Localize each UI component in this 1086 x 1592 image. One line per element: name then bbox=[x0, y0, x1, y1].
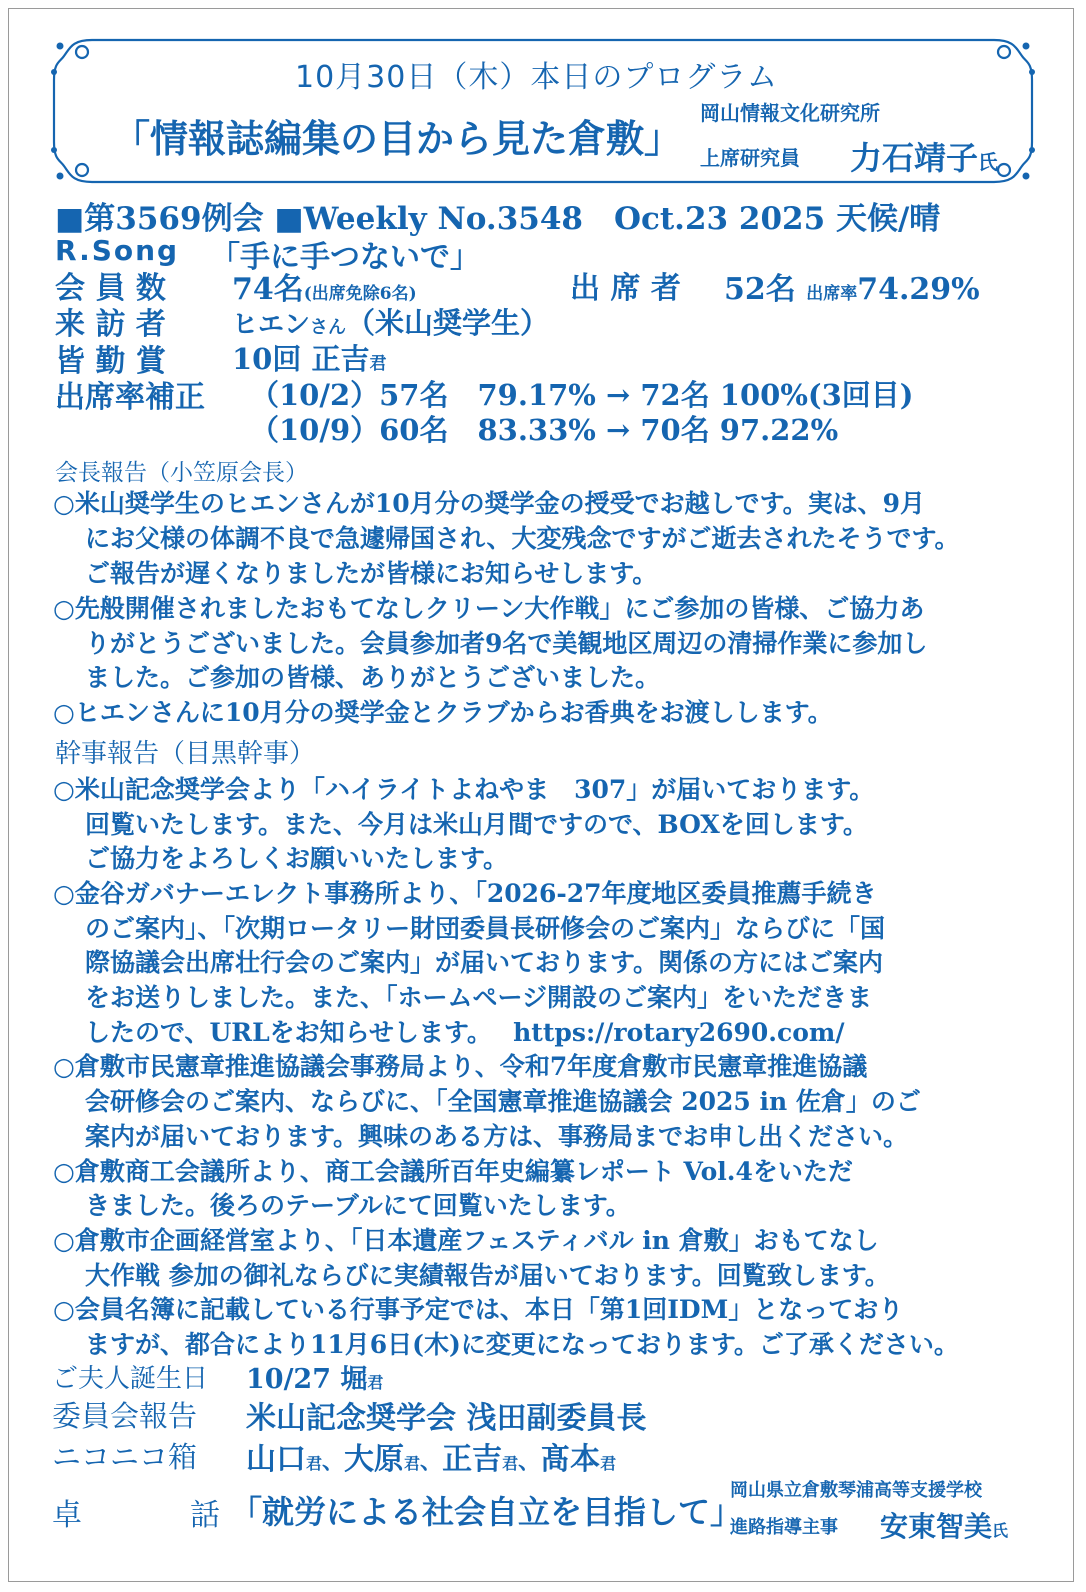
attendance-count: 52名 bbox=[724, 272, 796, 307]
song-label: R.Song bbox=[55, 234, 180, 267]
correction-line-2: （10/9）60名 83.33% → 70名 97.22% bbox=[250, 413, 839, 447]
president-line: ○ヒエンさんに10月分の奨学金とクラブからお香典をお渡しします。 bbox=[53, 698, 833, 727]
secretary-line: ○会員名簿に記載している行事予定では、本日「第1回IDM」となっており bbox=[53, 1295, 904, 1324]
secretary-line: ○倉敷市企画経営室より、「日本遺産フェスティバル in 倉敷」おもてなし bbox=[53, 1226, 879, 1255]
speaker-honorific: 氏 bbox=[978, 150, 998, 174]
niconico-names bbox=[246, 1434, 616, 1478]
niconico-sep: 、 bbox=[322, 1449, 345, 1475]
attendance-label: 出 席 者 bbox=[570, 271, 681, 306]
speaker-position: 上席研究員 bbox=[700, 146, 800, 170]
secretary-line: ○金谷ガバナーエレクト事務所より、「2026-27年度地区委員推薦手続き bbox=[53, 879, 877, 908]
perfect-kun: 君 bbox=[369, 354, 387, 374]
secretary-line: 大作戦 参加の御礼ならびに実績報告が届いております。回覧致します。 bbox=[85, 1261, 890, 1290]
speaker-org: 岡山情報文化研究所 bbox=[700, 101, 880, 125]
niconico-name: 山口 bbox=[246, 1442, 306, 1477]
table-talk-title: 「就労による社会自立を目指して」 bbox=[230, 1493, 743, 1531]
visitor-note: （米山奨学生） bbox=[346, 306, 550, 340]
president-line: ました。ご参加の皆様、ありがとうございました。 bbox=[85, 663, 661, 692]
president-line: りがとうございました。会員参加者9名で美観地区周辺の清掃作業に参加し bbox=[85, 629, 928, 658]
secretary-line: 会研修会のご案内、ならびに、「全国憲章推進協議会 2025 in 佐倉」のご bbox=[85, 1087, 921, 1116]
niconico-sep: 、 bbox=[420, 1449, 443, 1475]
birthday-value bbox=[246, 1357, 383, 1396]
secretary-line: のご案内」、「次期ロータリー財団委員長研修会のご案内」ならびに「国 bbox=[85, 914, 886, 943]
president-line: ○先般開催されましたおもてなしクリーン大作戦」にご参加の皆様、ご協力あ bbox=[53, 594, 925, 623]
niconico-kun: 君 bbox=[600, 1454, 617, 1473]
members-label: 会 員 数 bbox=[55, 271, 166, 306]
niconico-name: 髙本 bbox=[540, 1442, 601, 1477]
meeting-line: ■第3569例会 ■Weekly No.3548 Oct.23 2025 天候/晴 bbox=[55, 201, 941, 237]
niconico-name: 正吉 bbox=[442, 1442, 503, 1477]
members-note: (出席免除6名) bbox=[303, 284, 417, 304]
table-talk-org: 岡山県立倉敷琴浦高等支援学校 bbox=[730, 1480, 982, 1501]
rate-value: 74.29% bbox=[857, 272, 980, 307]
president-line: ご報告が遅くなりましたが皆様にお知らせします。 bbox=[85, 559, 658, 588]
president-line: にお父様の体調不良で急遽帰国され、大変残念ですがご逝去されたそうです。 bbox=[85, 524, 960, 553]
secretary-heading: 幹事報告（目黒幹事） bbox=[55, 739, 316, 769]
niconico-name: 大原 bbox=[344, 1442, 405, 1477]
niconico-kun: 君 bbox=[502, 1454, 519, 1473]
secretary-line: 案内が届いております。興味のある方は、事務局までお申し出ください。 bbox=[85, 1122, 909, 1151]
table-talk-speaker-name: 安東智美 bbox=[880, 1510, 993, 1543]
attendance-value bbox=[724, 264, 980, 308]
secretary-line: ○倉敷商工会議所より、商工会議所百年史編纂レポート Vol.4をいただ bbox=[53, 1157, 853, 1186]
secretary-line: ますが、都合により11月6日(木)に変更になっております。ご了承ください。 bbox=[85, 1330, 959, 1359]
rate-label: 出席率 bbox=[806, 284, 858, 304]
perfect-label: 皆 勤 賞 bbox=[55, 344, 166, 379]
members-count: 74名 bbox=[232, 272, 304, 307]
perfect-text: 10回 正吉 bbox=[232, 342, 370, 376]
committee-value: 米山記念奨学会 浅田副委員長 bbox=[246, 1401, 647, 1436]
secretary-line: きました。後ろのテーブルにて回覧いたします。 bbox=[85, 1191, 631, 1220]
visitors-label: 来 訪 者 bbox=[55, 307, 166, 342]
birthday-label: ご夫人誕生日 bbox=[52, 1364, 209, 1394]
niconico-kun: 君 bbox=[404, 1454, 421, 1473]
song-title: 「手に手つないで」 bbox=[210, 240, 480, 275]
secretary-line: ご協力をよろしくお願いいたします。 bbox=[85, 844, 509, 873]
committee-label: 委員会報告 bbox=[52, 1399, 198, 1433]
speaker-name-text: 力石靖子 bbox=[850, 139, 979, 177]
speaker-name bbox=[850, 133, 998, 179]
secretary-line: ○倉敷市民憲章推進協議会事務局より、令和7年度倉敷市民憲章推進協議 bbox=[53, 1052, 868, 1081]
president-line: ○米山奨学生のヒエンさんが10月分の奨学金の授受でお越しです。実は、9月 bbox=[53, 489, 926, 518]
secretary-line: をお送りしました。また、「ホームページ開設のご案内」をいただきま bbox=[85, 983, 873, 1012]
correction-label: 出席率補正 bbox=[55, 380, 205, 415]
birthday-kun: 君 bbox=[367, 1373, 384, 1392]
niconico-kun: 君 bbox=[306, 1454, 323, 1473]
niconico-sep: 、 bbox=[518, 1449, 541, 1475]
president-heading: 会長報告（小笠原会長） bbox=[55, 460, 308, 486]
table-talk-speaker bbox=[880, 1505, 1008, 1545]
niconico-label: ニコニコ箱 bbox=[52, 1440, 198, 1474]
secretary-line: 際協議会出席壮行会のご案内」が届いております。関係の方にはご案内 bbox=[85, 948, 884, 977]
correction-line-1: （10/2）57名 79.17% → 72名 100%(3回目) bbox=[250, 378, 914, 412]
visitor-san: さん bbox=[310, 317, 347, 338]
table-talk-honorific: 氏 bbox=[992, 1521, 1009, 1540]
perfect-value bbox=[232, 337, 386, 378]
secretary-line: したので、URLをお知らせします。 https://rotary2690.com/ bbox=[85, 1018, 845, 1047]
birthday-text: 10/27 堀 bbox=[246, 1364, 368, 1395]
visitor-name: ヒエン bbox=[232, 310, 311, 340]
secretary-line: 回覧いたします。また、今月は米山月間ですので、BOXを回します。 bbox=[85, 810, 868, 839]
program-date: 10月30日（木）本日のプログラム bbox=[295, 60, 779, 95]
secretary-line: ○米山記念奨学会より「ハイライトよねやま 307」が届いております。 bbox=[53, 775, 875, 804]
table-talk-label-1: 卓 bbox=[52, 1498, 82, 1533]
table-talk-label-2: 話 bbox=[190, 1498, 220, 1533]
visitors-value bbox=[232, 301, 549, 342]
table-talk-position: 進路指導主事 bbox=[730, 1517, 838, 1538]
talk-title: 「情報誌編集の目から見た倉敷」 bbox=[112, 116, 683, 161]
